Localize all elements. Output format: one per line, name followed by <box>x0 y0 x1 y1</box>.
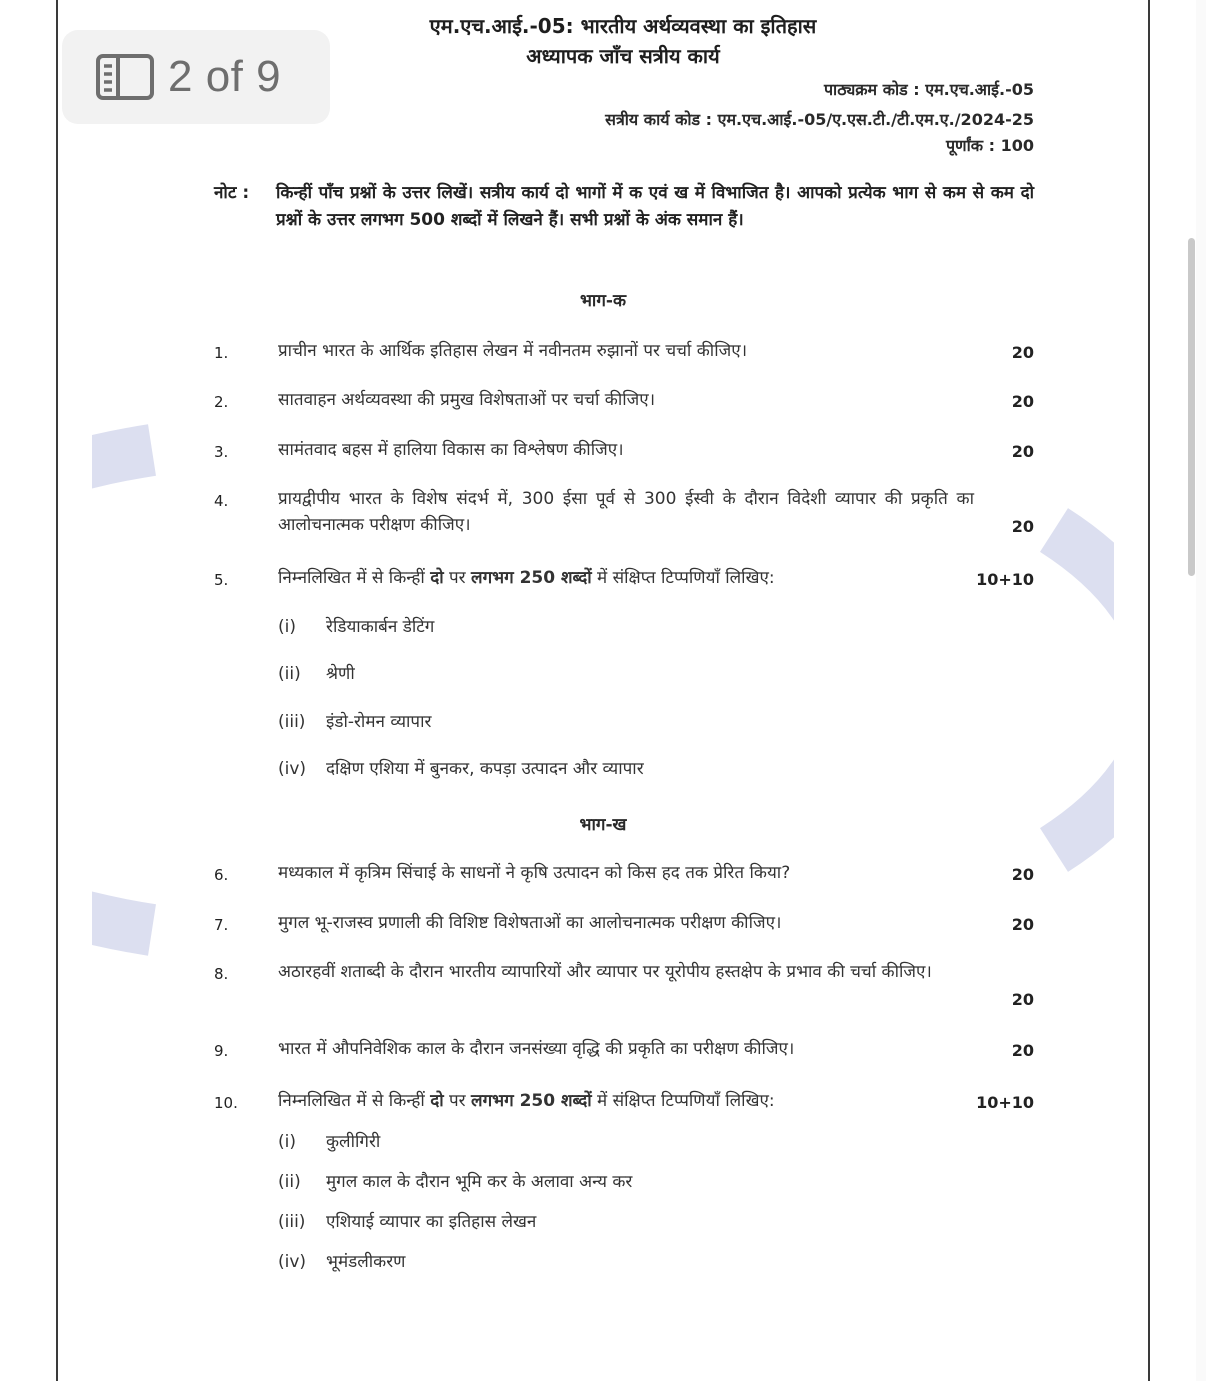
sub-item-number: (iv) <box>278 1252 307 1272</box>
sub-item-number: (iii) <box>278 1212 306 1232</box>
question-number: 8. <box>214 965 229 983</box>
question-number: 9. <box>214 1042 229 1060</box>
sub-item-number: (ii) <box>278 1172 301 1192</box>
question-item <box>214 565 1034 591</box>
question-text: सामंतवाद बहस में हालिया विकास का विश्लेषण कीजिए। <box>278 440 624 460</box>
note-text: किन्हीं पाँच प्रश्नों के उत्तर लिखें। सत्रीय कार्य दो भागों में क एवं ख में विभाजित है। आपको प्रत्येक भाग से कम से कम दो प्रश्नों के उत्तर लगभग 500 शब्दों में लिखने हैं। सभी प्रश्नों के अंक समान हैं। <box>276 183 1034 230</box>
question-number: 10. <box>214 1094 238 1112</box>
question-item <box>214 959 1034 1009</box>
question-text: निम्नलिखित में से किन्हीं दो पर लगभग 250 शब्दों में संक्षिप्त टिप्पणियाँ लिखिए: <box>278 1091 775 1111</box>
sub-item-number: (iv) <box>278 759 307 779</box>
question-marks: 20 <box>1011 442 1034 461</box>
page-border-left <box>56 0 58 1381</box>
page-indicator-text: 2 of 9 <box>168 52 282 101</box>
sub-item-number: (i) <box>278 617 296 637</box>
question-number: 3. <box>214 443 229 461</box>
question-item <box>214 437 1034 463</box>
question-text: भारत में औपनिवेशिक काल के दौरान जनसंख्या वृद्धि की प्रकृति का परीक्षण कीजिए। <box>278 1039 795 1059</box>
question-text: प्रायद्वीपीय भारत के विशेष संदर्भ में, 300 ईसा पूर्व से 300 ईस्वी के दौरान विदेशी व्यापार की प्रकृति का आलोचनात्मक परीक्षण कीजिए। <box>278 489 974 535</box>
document-subtitle: अध्यापक जाँच सत्रीय कार्य <box>526 44 720 68</box>
question-item <box>214 486 1034 538</box>
question-marks: 20 <box>1011 990 1034 1009</box>
sub-item <box>278 661 355 684</box>
sub-item <box>278 1249 405 1272</box>
question-marks: 10+10 <box>976 1093 1034 1112</box>
section-title-b: भाग-ख <box>579 815 627 835</box>
sub-item-number: (iii) <box>278 712 306 732</box>
sub-item <box>278 756 644 779</box>
note-label: नोट : <box>214 183 250 203</box>
question-number: 2. <box>214 393 229 411</box>
question-marks: 20 <box>1011 343 1034 362</box>
document-title: एम.एच.आई.-05: भारतीय अर्थव्यवस्था का इतिहास <box>429 14 817 38</box>
page-border-right <box>1148 0 1150 1381</box>
question-marks: 20 <box>1011 1041 1034 1060</box>
question-item <box>214 1036 1034 1062</box>
sub-item-text: मुगल काल के दौरान भूमि कर के अलावा अन्य कर <box>326 1172 633 1192</box>
question-number: 5. <box>214 571 229 589</box>
question-text: प्राचीन भारत के आर्थिक इतिहास लेखन में नवीनतम रुझानों पर चर्चा कीजिए। <box>278 341 748 361</box>
section-title-a: भाग-क <box>579 291 627 311</box>
assignment-code: सत्रीय कार्य कोड : एम.एच.आई.-05/ए.एस.टी./टी.एम.ए./2024-25 <box>605 110 1034 129</box>
sub-item-text: दक्षिण एशिया में बुनकर, कपड़ा उत्पादन और व्यापार <box>326 759 644 779</box>
question-text: सातवाहन अर्थव्यवस्था की प्रमुख विशेषताओं पर चर्चा कीजिए। <box>278 390 656 410</box>
question-number: 1. <box>214 344 229 362</box>
course-code: पाठ्यक्रम कोड : एम.एच.आई.-05 <box>823 80 1034 99</box>
sub-item-text: एशियाई व्यापार का इतिहास लेखन <box>326 1212 537 1232</box>
question-number: 7. <box>214 916 229 934</box>
question-text: मुगल भू-राजस्व प्रणाली की विशिष्ट विशेषताओं का आलोचनात्मक परीक्षण कीजिए। <box>278 913 782 933</box>
question-number: 6. <box>214 866 229 884</box>
sub-item-text: इंडो-रोमन व्यापार <box>326 712 432 732</box>
question-marks: 20 <box>1011 865 1034 884</box>
sub-item-text: भूमंडलीकरण <box>326 1252 406 1272</box>
question-item <box>214 387 1034 413</box>
question-item <box>214 338 1034 364</box>
sub-item <box>278 709 431 732</box>
question-text: मध्यकाल में कृत्रिम सिंचाई के साधनों ने कृषि उत्पादन को किस हद तक प्रेरित किया? <box>278 863 791 883</box>
question-text: अठारहवीं शताब्दी के दौरान भारतीय व्यापारियों और व्यापार पर यूरोपीय हस्तक्षेप के प्रभाव की चर्चा कीजिए। <box>278 962 932 982</box>
max-marks: पूर्णांक : 100 <box>945 136 1034 155</box>
question-marks: 20 <box>1011 915 1034 934</box>
question-item <box>214 860 1034 886</box>
question-marks: 10+10 <box>976 570 1034 589</box>
question-marks: 20 <box>1011 392 1034 411</box>
instructions-note <box>214 180 1034 234</box>
question-number: 4. <box>214 492 229 510</box>
sub-item-text: श्रेणी <box>326 664 355 684</box>
question-item <box>214 1088 1034 1114</box>
sub-item <box>278 1129 380 1152</box>
sub-item <box>278 1169 632 1192</box>
question-item <box>214 910 1034 936</box>
sub-item-text: रेडियाकार्बन डेटिंग <box>326 617 435 637</box>
sub-item <box>278 1209 536 1232</box>
sub-item <box>278 614 434 637</box>
sub-item-number: (i) <box>278 1132 296 1152</box>
question-text: निम्नलिखित में से किन्हीं दो पर लगभग 250 शब्दों में संक्षिप्त टिप्पणियाँ लिखिए: <box>278 568 775 588</box>
question-marks: 20 <box>1011 517 1034 536</box>
sub-item-number: (ii) <box>278 664 301 684</box>
scrollbar-track[interactable] <box>1196 0 1206 1381</box>
sub-item-text: कुलीगिरी <box>326 1132 381 1152</box>
